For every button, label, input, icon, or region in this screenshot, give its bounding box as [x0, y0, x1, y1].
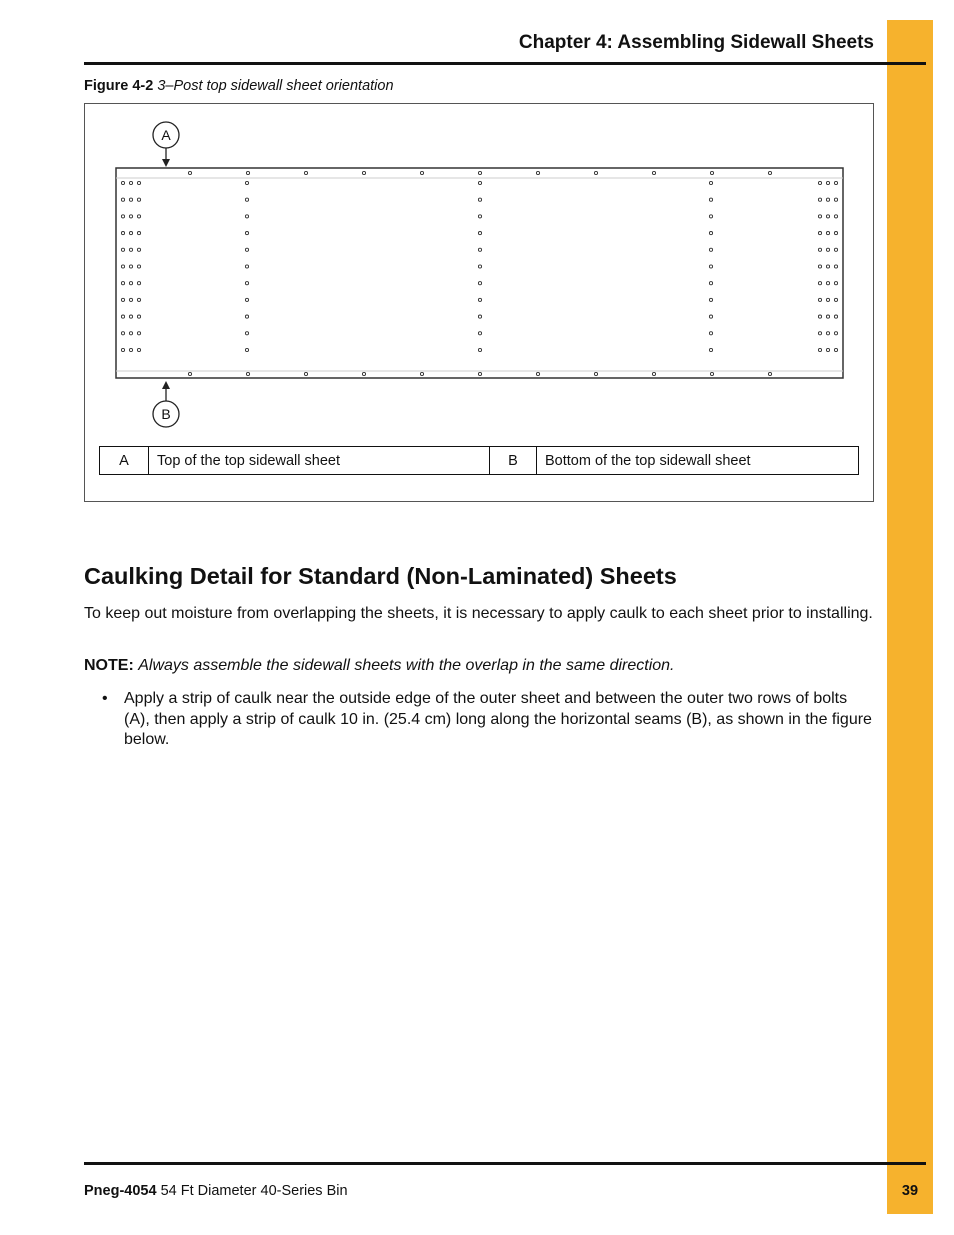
bolt-hole	[121, 282, 124, 285]
bolt-hole	[121, 181, 124, 184]
bolt-hole	[137, 248, 140, 251]
bolt-hole	[129, 282, 132, 285]
bolt-hole	[478, 248, 481, 251]
bolt-hole	[137, 198, 140, 201]
list-item	[84, 689, 874, 751]
bolt-hole	[478, 215, 481, 218]
bolt-hole	[652, 171, 655, 174]
bolt-hole	[478, 232, 481, 235]
bolt-hole	[129, 248, 132, 251]
bolt-hole	[129, 348, 132, 351]
header-rule	[84, 62, 926, 65]
bolt-hole	[121, 232, 124, 235]
bolt-hole	[478, 372, 481, 375]
bolt-hole	[818, 298, 821, 301]
bolt-hole	[129, 265, 132, 268]
bolt-hole	[818, 215, 821, 218]
bolt-hole	[246, 171, 249, 174]
bolt-hole	[137, 315, 140, 318]
bullet-icon: •	[102, 690, 108, 707]
bolt-hole	[709, 198, 712, 201]
bolt-hole	[826, 282, 829, 285]
bolt-hole	[834, 198, 837, 201]
bolt-hole	[188, 171, 191, 174]
figure-frame	[84, 103, 874, 502]
bolt-hole	[121, 215, 124, 218]
bolt-hole	[834, 332, 837, 335]
bolt-hole	[536, 171, 539, 174]
document-title: 54 Ft Diameter 40-Series Bin	[160, 1183, 348, 1199]
bolt-hole	[129, 332, 132, 335]
bolt-hole	[129, 315, 132, 318]
bolt-hole	[826, 315, 829, 318]
bolt-hole	[478, 265, 481, 268]
bolt-hole	[826, 348, 829, 351]
callout-a-label: A	[161, 127, 171, 143]
bolt-hole	[245, 332, 248, 335]
bolt-hole	[362, 372, 365, 375]
instruction-list	[84, 689, 874, 751]
bolt-hole	[834, 232, 837, 235]
bolt-hole	[710, 171, 713, 174]
bolt-hole	[245, 198, 248, 201]
bolt-hole	[709, 315, 712, 318]
bolt-hole	[818, 198, 821, 201]
bolt-hole	[137, 181, 140, 184]
bolt-hole	[245, 282, 248, 285]
bolt-hole	[137, 348, 140, 351]
list-item-text: Apply a strip of caulk near the outside edge of the outer sheet and between the outer two rows of bolts (A), then apply a strip of caulk 10 in. (25.4 cm) long along the horizontal seams (B), as shown in the figure below.	[124, 690, 872, 748]
bolt-hole	[245, 315, 248, 318]
bolt-hole	[420, 171, 423, 174]
figure-caption	[84, 78, 394, 94]
section-heading: Caulking Detail for Standard (Non-Laminated) Sheets	[84, 563, 677, 589]
bolt-hole	[420, 372, 423, 375]
bolt-hole	[478, 298, 481, 301]
bolt-hole	[121, 248, 124, 251]
legend-key-a: A	[100, 447, 149, 475]
bolt-hole	[478, 282, 481, 285]
document-id: Pneg-4054	[84, 1183, 157, 1199]
bolt-hole	[478, 332, 481, 335]
figure-legend-table	[99, 446, 859, 475]
bolt-hole	[246, 372, 249, 375]
bolt-hole	[137, 215, 140, 218]
bolt-hole	[594, 171, 597, 174]
bolt-hole	[768, 171, 771, 174]
bolt-hole	[129, 181, 132, 184]
note-paragraph	[84, 656, 874, 677]
figure-number: Figure 4-2	[84, 78, 154, 94]
legend-text-b: Bottom of the top sidewall sheet	[537, 447, 859, 475]
bolt-hole	[818, 315, 821, 318]
bolt-holes	[121, 171, 837, 375]
bolt-hole	[834, 215, 837, 218]
bolt-hole	[709, 265, 712, 268]
bolt-hole	[834, 315, 837, 318]
bolt-hole	[709, 348, 712, 351]
bolt-hole	[245, 215, 248, 218]
bolt-hole	[818, 332, 821, 335]
bolt-hole	[121, 198, 124, 201]
footer-document-info	[84, 1183, 348, 1199]
bolt-hole	[818, 248, 821, 251]
bolt-hole	[536, 372, 539, 375]
bolt-hole	[826, 181, 829, 184]
bolt-hole	[478, 315, 481, 318]
bolt-hole	[709, 282, 712, 285]
bolt-hole	[834, 265, 837, 268]
note-text: Always assemble the sidewall sheets with the overlap in the same direction.	[138, 657, 675, 674]
bolt-hole	[245, 232, 248, 235]
bolt-hole	[768, 372, 771, 375]
bolt-hole	[709, 248, 712, 251]
bolt-hole	[818, 265, 821, 268]
bolt-hole	[121, 315, 124, 318]
page-number: 39	[901, 1183, 919, 1199]
chapter-title: Chapter 4: Assembling Sidewall Sheets	[518, 32, 874, 53]
note-label: NOTE:	[84, 657, 134, 674]
footer-rule	[84, 1162, 926, 1165]
bolt-hole	[137, 332, 140, 335]
bolt-hole	[478, 171, 481, 174]
bolt-hole	[834, 282, 837, 285]
callout-a-arrowhead	[162, 159, 170, 167]
legend-text-a: Top of the top sidewall sheet	[149, 447, 490, 475]
bolt-hole	[709, 181, 712, 184]
bolt-hole	[245, 298, 248, 301]
bolt-hole	[709, 232, 712, 235]
bolt-hole	[129, 215, 132, 218]
bolt-hole	[137, 298, 140, 301]
bolt-hole	[826, 248, 829, 251]
intro-paragraph: To keep out moisture from overlapping the sheets, it is necessary to apply caulk to each sheet prior to installing.	[84, 605, 873, 622]
bolt-hole	[834, 348, 837, 351]
bolt-hole	[245, 248, 248, 251]
bolt-hole	[710, 372, 713, 375]
bolt-hole	[304, 372, 307, 375]
bolt-hole	[121, 298, 124, 301]
bolt-hole	[826, 198, 829, 201]
bolt-hole	[121, 265, 124, 268]
sidewall-sheet-outline	[116, 168, 843, 378]
bolt-hole	[834, 298, 837, 301]
callout-b-label: B	[161, 406, 171, 422]
bolt-hole	[245, 265, 248, 268]
bolt-hole	[121, 348, 124, 351]
bolt-hole	[818, 348, 821, 351]
bolt-hole	[137, 282, 140, 285]
callout-b-arrowhead	[162, 381, 170, 389]
bolt-hole	[137, 265, 140, 268]
bolt-hole	[834, 248, 837, 251]
bolt-hole	[304, 171, 307, 174]
bolt-hole	[709, 332, 712, 335]
bolt-hole	[362, 171, 365, 174]
bolt-hole	[834, 181, 837, 184]
bolt-hole	[709, 215, 712, 218]
bolt-hole	[818, 181, 821, 184]
figure-caption-text: 3–Post top sidewall sheet orientation	[157, 78, 394, 94]
bolt-hole	[709, 298, 712, 301]
bolt-hole	[137, 232, 140, 235]
bolt-hole	[652, 372, 655, 375]
bolt-hole	[245, 348, 248, 351]
bolt-hole	[478, 348, 481, 351]
bolt-hole	[478, 198, 481, 201]
bolt-hole	[188, 372, 191, 375]
bolt-hole	[129, 232, 132, 235]
bolt-hole	[129, 198, 132, 201]
sidewall-sheet-diagram	[85, 104, 873, 444]
bolt-hole	[594, 372, 597, 375]
chapter-side-tab	[887, 20, 933, 1214]
bolt-hole	[129, 298, 132, 301]
legend-row	[100, 447, 859, 475]
bolt-hole	[826, 265, 829, 268]
bolt-hole	[818, 232, 821, 235]
bolt-hole	[818, 282, 821, 285]
bolt-hole	[121, 332, 124, 335]
bolt-hole	[826, 215, 829, 218]
bolt-hole	[826, 332, 829, 335]
bolt-hole	[826, 232, 829, 235]
bolt-hole	[245, 181, 248, 184]
bolt-hole	[478, 181, 481, 184]
bolt-hole	[826, 298, 829, 301]
legend-key-b: B	[490, 447, 537, 475]
